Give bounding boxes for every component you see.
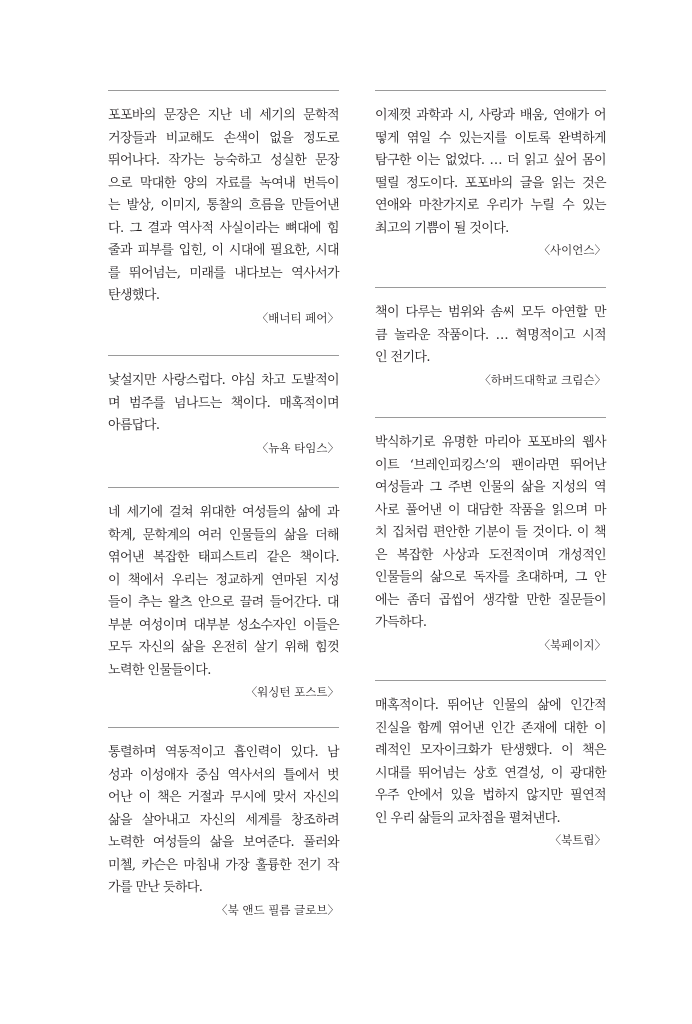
review-quote xyxy=(375,90,606,260)
review-line: 어난 이 책은 거절과 무시에 맞서 자신의 xyxy=(108,790,339,805)
divider-rule xyxy=(108,727,339,728)
review-line: 통렬하며 역동적이고 흡인력이 있다. 남 xyxy=(108,745,339,760)
divider-rule xyxy=(375,287,606,288)
review-line: 최고의 기쁨이 될 것이다. xyxy=(375,220,509,236)
review-line: 책이 다루는 범위와 솜씨 모두 아연할 만 xyxy=(375,305,606,320)
review-source: 〈북트립〉 xyxy=(549,833,606,847)
review-text xyxy=(108,105,339,308)
review-line: 에는 좀더 곱씹어 생각할 만한 질문들이 xyxy=(375,592,606,608)
review-line: 은 복잡한 사상과 도전적이며 개성적인 xyxy=(375,547,606,563)
review-source: 〈북 앤드 필름 글로브〉 xyxy=(216,902,339,917)
review-quote xyxy=(108,355,339,458)
review-line: 례적인 모자이크화가 탄생했다. 이 책은 xyxy=(375,743,606,758)
review-line: 떻게 엮일 수 있는지를 이토록 완벽하게 xyxy=(375,130,606,146)
review-quote xyxy=(375,417,606,655)
review-line: 를 뛰어넘는, 미래를 내다보는 역사서가 xyxy=(108,265,339,281)
review-line: 연애와 마찬가지로 우리가 누릴 수 있는 xyxy=(375,198,606,213)
review-source: 〈사이언스〉 xyxy=(538,243,606,257)
review-line: 이제껏 과학과 시, 사랑과 배움, 연애가 어 xyxy=(375,108,606,123)
divider-rule xyxy=(375,680,606,681)
review-quote xyxy=(108,487,339,702)
divider-rule xyxy=(108,355,339,356)
review-line: 탐구한 이는 없었다. … 더 읽고 싶어 몸이 xyxy=(375,153,606,168)
review-source: 〈하버드대학교 크림슨〉 xyxy=(479,372,606,387)
review-line: 성과 이성애자 중심 역사서의 틀에서 벗 xyxy=(108,767,339,783)
review-quote xyxy=(375,287,606,390)
review-line: 들이 추는 왈츠 안으로 끌려 들어간다. 대 xyxy=(108,595,339,610)
review-line: 줄과 피부를 입힌, 이 시대에 필요한, 시대 xyxy=(108,243,339,258)
review-line: 이 책에서 우리는 정교하게 연마된 지성 xyxy=(108,572,339,588)
review-text xyxy=(375,432,606,635)
review-quote xyxy=(375,680,606,850)
review-text xyxy=(375,302,606,370)
review-text xyxy=(375,105,606,240)
review-source: 〈워싱턴 포스트〉 xyxy=(245,685,339,699)
review-line: 는 발상, 이미지, 통찰의 흐름을 만들어낸 xyxy=(108,198,339,213)
review-line: 학계, 문학계의 여러 인물들의 삶을 더해 xyxy=(108,527,339,543)
review-line: 우주 안에서 있을 법하지 않지만 필연적 xyxy=(375,788,606,803)
review-quote xyxy=(108,727,339,920)
review-line: 네 세기에 걸쳐 위대한 여성들의 삶에 과 xyxy=(108,505,339,520)
review-text xyxy=(108,742,339,900)
review-line: 뛰어나다. 작가는 능숙하고 성실한 문장 xyxy=(108,153,339,168)
divider-rule xyxy=(108,90,339,91)
review-line: 탄생했다. xyxy=(108,288,160,303)
review-line: 다. 그 결과 역사적 사실이라는 뼈대에 힘 xyxy=(108,220,339,236)
review-line: 사로 풀어낸 이 대담한 작품을 읽으며 마 xyxy=(375,502,606,518)
review-line: 진실을 함께 엮어낸 인간 존재에 대한 이 xyxy=(375,720,606,736)
review-line: 여성들과 그 주변 인물의 삶을 지성의 역 xyxy=(375,480,606,495)
review-line: 큼 놀라운 작품이다. … 혁명적이고 시적 xyxy=(375,327,606,343)
review-line: 가득하다. xyxy=(375,615,427,630)
review-line: 떨릴 정도이다. 포포바의 글을 읽는 것은 xyxy=(375,175,606,191)
review-line: 낯설지만 사랑스럽다. 야심 차고 도발적이 xyxy=(108,373,339,388)
review-line: 인 전기다. xyxy=(375,350,430,365)
review-text xyxy=(375,695,606,830)
review-line: 가를 만난 듯하다. xyxy=(108,880,203,895)
review-line: 엮어낸 복잡한 태피스트리 같은 책이다. xyxy=(108,550,339,565)
review-line: 매혹적이다. 뛰어난 인물의 삶에 인간적 xyxy=(375,698,606,713)
review-quote xyxy=(108,90,339,328)
review-line: 박식하기로 유명한 마리아 포포바의 웹사 xyxy=(375,435,606,450)
review-line: 거장들과 비교해도 손색이 없을 정도로 xyxy=(108,130,339,146)
review-line: 삶을 살아내고 자신의 세계를 창조하려 xyxy=(108,812,339,828)
review-line: 아름답다. xyxy=(108,418,160,433)
divider-rule xyxy=(375,90,606,91)
review-source: 〈북페이지〉 xyxy=(538,637,606,652)
review-line: 모두 자신의 삶을 온전히 살기 위해 힘껏 xyxy=(108,640,339,655)
divider-rule xyxy=(375,417,606,418)
review-line: 시대를 뛰어넘는 상호 연결성, 이 광대한 xyxy=(375,765,606,781)
review-source: 〈배너티 페어〉 xyxy=(256,310,339,325)
review-line: 포포바의 문장은 지난 네 세기의 문학적 xyxy=(108,108,339,123)
divider-rule xyxy=(108,487,339,488)
review-line: 이트 ‘브레인피킹스’의 팬이라면 뛰어난 xyxy=(375,457,606,473)
review-line: 며 범주를 넘나드는 책이다. 매혹적이며 xyxy=(108,395,339,411)
review-line: 인물들의 삶으로 독자를 초대하며, 그 안 xyxy=(375,570,606,585)
review-text xyxy=(108,502,339,682)
review-line: 노력한 인물들이다. xyxy=(108,662,211,678)
review-line: 으로 막대한 양의 자료를 녹여내 번득이 xyxy=(108,175,339,191)
review-line: 치 집처럼 편안한 기분이 들 것이다. 이 책 xyxy=(375,525,606,540)
review-line: 노력한 여성들의 삶을 보여준다. 풀러와 xyxy=(108,835,339,850)
review-text xyxy=(108,370,339,438)
review-line: 인 우리 삶들의 교차점을 펼쳐낸다. xyxy=(375,810,561,826)
review-source: 〈뉴욕 타임스〉 xyxy=(256,440,339,455)
review-line: 부분 여성이며 대부분 성소수자인 이들은 xyxy=(108,617,339,633)
review-line: 미첼, 카슨은 마침내 가장 훌륭한 전기 작 xyxy=(108,857,339,873)
